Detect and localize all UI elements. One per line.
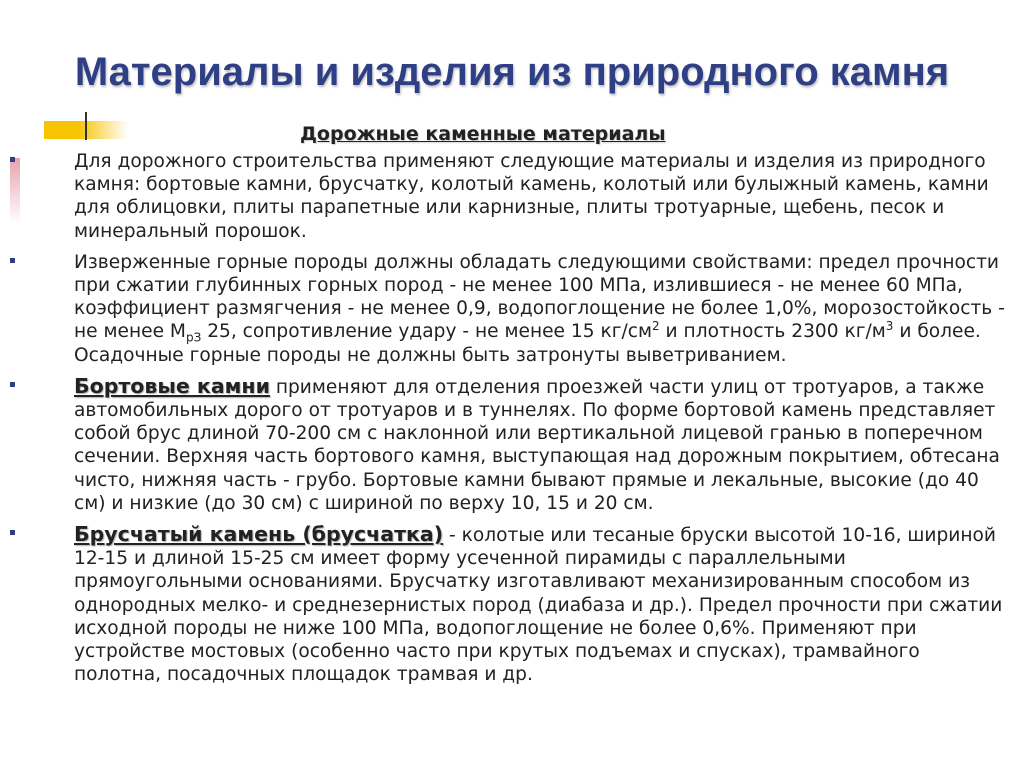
bullet-icon — [10, 157, 15, 162]
paragraph-curb-stones — [74, 375, 1009, 515]
superscript: 3 — [885, 319, 894, 334]
paragraph-text: - колотые или тесаные бруски высотой 10-16, шириной 12-15 и длиной 15-25 см имеет форму усеченной пирамиды с параллельными прямоугольными основаниями. Брусчатку изготавливают механизированным способом из однородных мелко- и среднезернистых пород (диабаза и др.). Предел прочности при сжатии исходной породы не ниже 100 МПа, водопоглощение не более 0,6%. Применяют при устройстве мостовых (особенно часто при крутых подъемах и спусках), трамвайного полотна, посадочных площадок трамвая и др. — [74, 525, 1003, 686]
paragraph-text: 25, сопротивление удару - не менее 15 кг/см — [201, 321, 652, 343]
paragraph-text: Изверженные горные породы должны обладать следующими свойствами: предел прочности при сжатии глубинных горных пород - не менее 100 МПа, излившиеся - не менее 60 МПа, коэффициент размягчения - не менее 0,9, водопоглощение не более 1,0%, морозостойкость - не менее М — [74, 251, 1005, 343]
paragraph-materials — [74, 150, 1009, 243]
accent-line — [85, 112, 87, 140]
section-subtitle: Дорожные каменные материалы — [300, 123, 666, 145]
term-curb-stones: Бортовые камни — [74, 373, 270, 398]
paragraph-text: и плотность 2300 кг/м — [659, 321, 886, 343]
slide-title: Материалы и изделия из природного камня — [74, 50, 950, 94]
bullet-icon — [10, 258, 15, 263]
term-paving-stones: Брусчатый камень (брусчатка) — [74, 522, 444, 547]
accent-left-gradient — [10, 158, 20, 224]
paragraph-text: Для дорожного строительства применяют следующие материалы и изделия из природного камня: бортовые камни, брусчатку, колотый камень, колотый или булыжный камень, камни для облицовки, плиты парапетные или карнизные, плиты тротуарные, щебень, песок и минеральный порошок. — [74, 151, 989, 242]
superscript: 2 — [652, 319, 660, 334]
bullet-icon — [10, 530, 15, 535]
subscript: рЗ — [185, 331, 202, 346]
content-body — [74, 150, 1009, 694]
paragraph-text: применяют для отделения проезжей части улиц от тротуаров, а также автомобильных дорого от тротуаров и в туннелях. По форме бортовой камень представляет собой брус длиной 70-200 см с наклонной или вертикальной лицевой гранью в поперечном сечении. Верхняя часть бортового камня, выступающая над дорожным покрытием, обтесана чисто, нижняя часть - грубо. Бортовые камни бывают прямые и лекальные, высокие (до 40 см) и низкие (до 30 см) с шириной по верху 10, 15 и 20 см. — [74, 376, 1000, 514]
paragraph-paving-stones — [74, 523, 1009, 686]
bullet-icon — [10, 382, 15, 387]
paragraph-properties — [74, 251, 1009, 367]
paragraph-text: и более. Осадочные горные породы не должны быть затронуты выветриванием. — [74, 321, 981, 366]
